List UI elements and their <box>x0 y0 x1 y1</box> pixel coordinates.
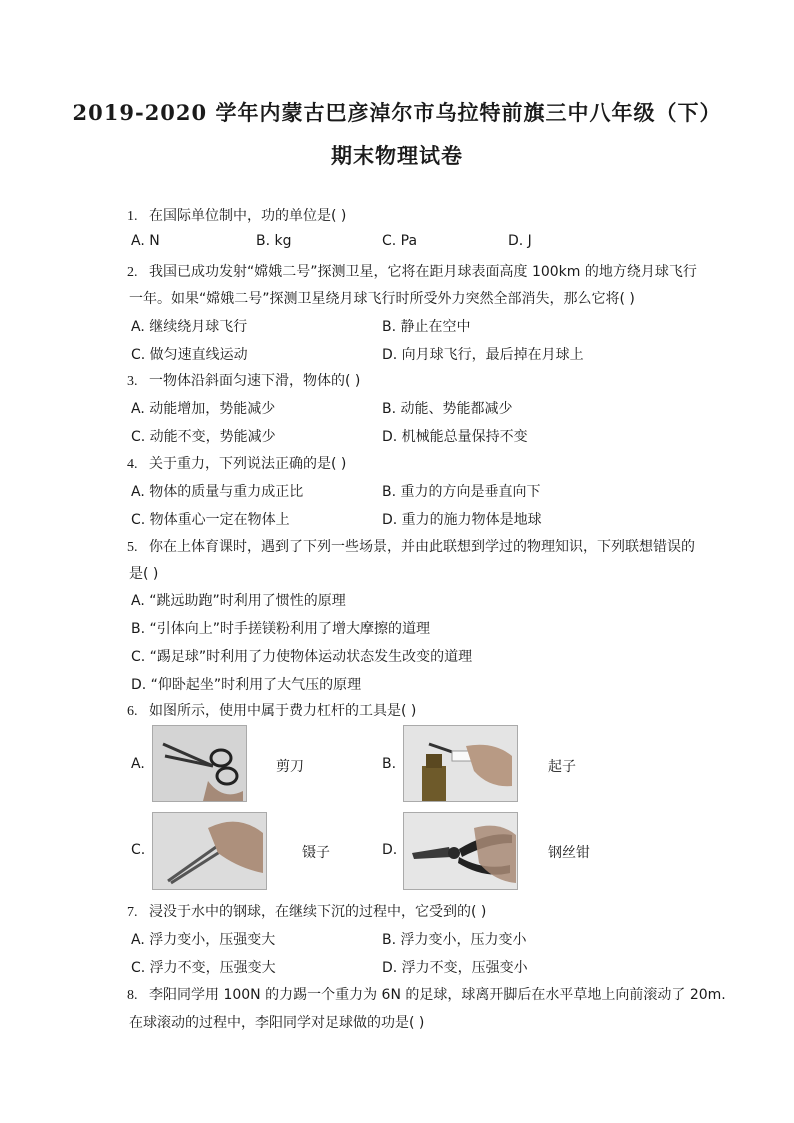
scissors-icon <box>153 726 246 801</box>
q2-option-d: D. 向月球飞行，最后掉在月球上 <box>382 347 584 363</box>
question-2-cont: 一年。如果“嫦娥二号”探测卫星绕月球飞行时所受外力突然全部消失，那么它将( ) <box>129 291 635 307</box>
q6-option-a-letter: A. <box>131 756 145 772</box>
question-5-cont: 是( ) <box>129 566 159 582</box>
pliers-icon <box>404 813 517 889</box>
q7-option-c: C. 浮力不变，压强变大 <box>131 960 276 976</box>
q6-option-d-letter: D. <box>382 842 398 858</box>
bottle-opener-icon <box>404 726 517 801</box>
q4-option-d: D. 重力的施力物体是地球 <box>382 512 542 528</box>
q5-option-a: A. “跳远助跑”时利用了惯性的原理 <box>131 593 346 609</box>
q3-option-d: D. 机械能总量保持不变 <box>382 429 528 445</box>
q6-option-a-name: 剪刀 <box>276 759 304 775</box>
q3-option-b: B. 动能、势能都减少 <box>382 401 513 417</box>
q2-option-c: C. 做匀速直线运动 <box>131 347 248 363</box>
question-7: 7. 浸没于水中的钢球，在继续下沉的过程中，它受到的( ) <box>127 904 487 920</box>
q1-option-a: A. N <box>131 233 160 249</box>
question-3: 3. 一物体沿斜面匀速下滑，物体的( ) <box>127 373 361 389</box>
q4-option-c: C. 物体重心一定在物体上 <box>131 512 290 528</box>
question-8-cont: 在球滚动的过程中，李阳同学对足球做的功是( ) <box>129 1015 425 1031</box>
q5-option-c: C. “踢足球”时利用了力使物体运动状态发生改变的道理 <box>131 649 473 665</box>
question-5: 5. 你在上体育课时，遇到了下列一些场景，并由此联想到学过的物理知识，下列联想错误的 <box>127 539 695 555</box>
question-6: 6. 如图所示，使用中属于费力杠杆的工具是( ) <box>127 703 417 719</box>
pliers-image <box>403 812 518 890</box>
q6-option-b-name: 起子 <box>548 759 576 775</box>
q7-option-b: B. 浮力变小，压力变小 <box>382 932 527 948</box>
q1-option-d: D. J <box>508 233 532 249</box>
q6-option-c-name: 镊子 <box>302 845 330 861</box>
bottle-opener-image <box>403 725 518 802</box>
tweezers-icon <box>153 813 266 889</box>
q4-option-b: B. 重力的方向是垂直向下 <box>382 484 541 500</box>
q5-option-d: D. “仰卧起坐”时利用了大气压的原理 <box>131 677 362 693</box>
q5-option-b: B. “引体向上”时手搓镁粉利用了增大摩擦的道理 <box>131 621 431 637</box>
q1-option-b: B. kg <box>256 233 292 249</box>
tweezers-image <box>152 812 267 890</box>
scissors-image <box>152 725 247 802</box>
q2-option-a: A. 继续绕月球飞行 <box>131 319 248 335</box>
question-8: 8. 李阳同学用 100N 的力踢一个重力为 6N 的足球，球离开脚后在水平草地上向前滚动了 20m. <box>127 987 726 1003</box>
q2-option-b: B. 静止在空中 <box>382 319 471 335</box>
q6-option-b-letter: B. <box>382 756 397 772</box>
q6-option-d-name: 钢丝钳 <box>548 845 590 861</box>
q4-option-a: A. 物体的质量与重力成正比 <box>131 484 304 500</box>
exam-title-line2: 期末物理试卷 <box>331 143 463 168</box>
question-4: 4. 关于重力，下列说法正确的是( ) <box>127 456 347 472</box>
q6-option-c-letter: C. <box>131 842 146 858</box>
question-1: 1. 在国际单位制中，功的单位是( ) <box>127 208 347 224</box>
q7-option-d: D. 浮力不变，压强变小 <box>382 960 528 976</box>
q1-option-c: C. Pa <box>382 233 418 249</box>
exam-title-line1: 2019-2020 学年内蒙古巴彦淖尔市乌拉特前旗三中八年级（下） <box>72 100 722 125</box>
q3-option-c: C. 动能不变，势能减少 <box>131 429 276 445</box>
q7-option-a: A. 浮力变小，压强变大 <box>131 932 276 948</box>
question-2: 2. 我国已成功发射“嫦娥二号”探测卫星，它将在距月球表面高度 100km 的地方绕月球飞行 <box>127 264 697 280</box>
q3-option-a: A. 动能增加，势能减少 <box>131 401 276 417</box>
